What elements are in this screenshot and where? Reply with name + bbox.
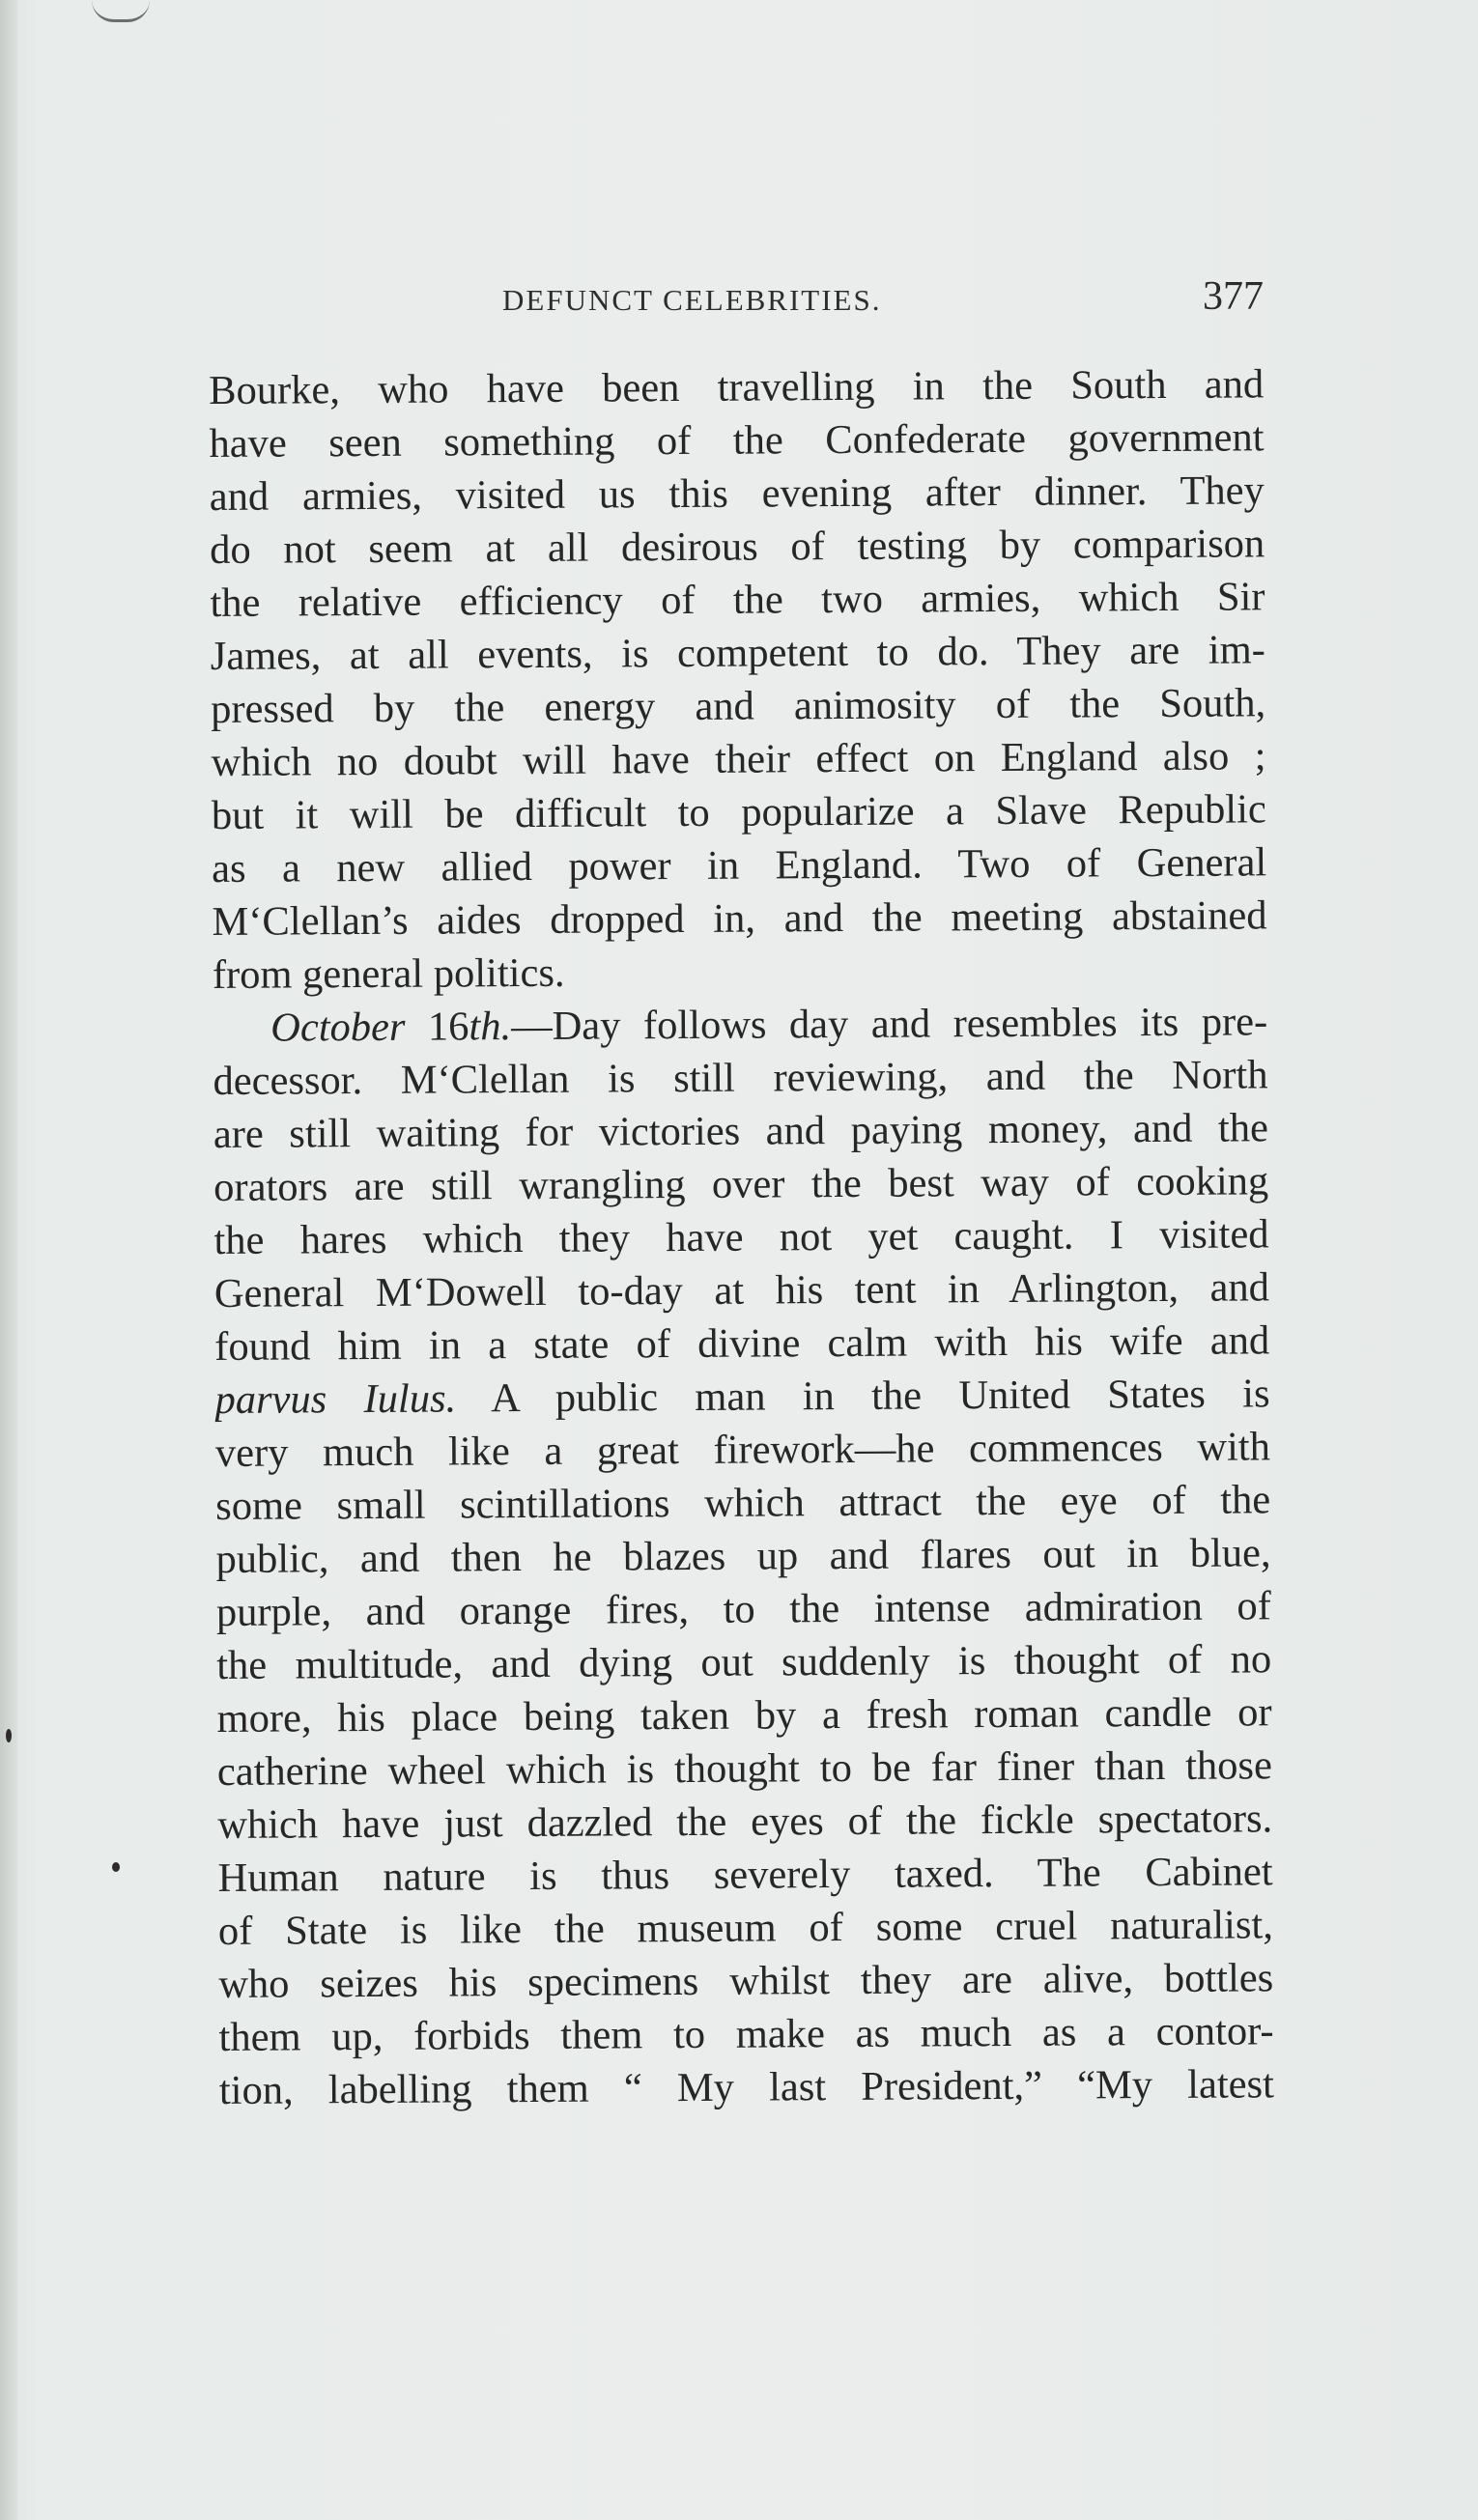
text-line: them up, forbids them to make as much as a contor-	[218, 2008, 1274, 2060]
text-line: purple, and orange fires, to the intense admiration of	[215, 1583, 1272, 1635]
text-line: from general politics.	[212, 949, 565, 998]
text-line: which no doubt will have their effect on England also ;	[211, 733, 1266, 785]
text-line: orators are still wrangling over the best way of cooking	[213, 1158, 1269, 1210]
date-day-number: 16th.	[427, 1004, 512, 1050]
text-line: Bourke, who have been travelling in the South and	[209, 361, 1265, 413]
text-line: and armies, visited us this evening after dinner. They	[209, 467, 1265, 520]
text-line: pressed by the energy and animosity of the South,	[211, 680, 1266, 732]
text-line: but it will be difficult to popularize a Slave Republic	[211, 786, 1266, 838]
text-line: Human nature is thus severely taxed. The Cabinet	[217, 1849, 1273, 1901]
date-month: October	[270, 1004, 406, 1051]
page-number: 377	[1203, 274, 1264, 319]
text-line: tion, labelling them “ My last President,” “My latest	[218, 2061, 1275, 2113]
text-line: which have just dazzled the eyes of the fickle spectators.	[217, 1796, 1273, 1848]
text-line: as a new allied power in England. Two of General	[212, 839, 1267, 892]
text-line: do not seem at all desirous of testing by comparison	[210, 521, 1265, 573]
date-line-rest: —Day follows day and resembles its pre-	[511, 999, 1268, 1050]
text-line: public, and then he blazes up and flares out in blue,	[215, 1530, 1271, 1582]
text-line: who seizes his specimens whilst they are alive, bottles	[218, 1955, 1274, 2007]
text-line: the multitude, and dying out suddenly is thought of no	[216, 1636, 1272, 1688]
text-line: more, his place being taken by a fresh roman candle or	[216, 1689, 1272, 1741]
text-line: catherine wheel which is thought to be far finer than those	[216, 1742, 1273, 1795]
body-text	[209, 357, 1274, 2117]
ink-speck	[6, 1729, 12, 1742]
ink-speck	[112, 1862, 120, 1872]
text-line: the relative efficiency of the two armies, which Sir	[210, 574, 1265, 626]
text-line: found him in a state of divine calm with his wife and	[214, 1317, 1270, 1370]
text-line: James, at all events, is competent to do. They are im-	[210, 627, 1265, 679]
text-line: M‘Clellan’s aides dropped in, and the meeting abstained	[212, 892, 1267, 945]
italic-phrase: parvus Iulus.	[214, 1375, 457, 1423]
text-line-dated	[213, 995, 1267, 1055]
text-after-italic: A public man in the United States is	[456, 1371, 1270, 1422]
running-title: DEFUNCT CELEBRITIES.	[502, 283, 882, 317]
text-line-italic	[214, 1367, 1269, 1427]
page-header	[211, 273, 1264, 331]
text-line: the hares which they have not yet caught. I visited	[213, 1211, 1269, 1263]
text-line: have seen something of the Confederate government	[209, 414, 1265, 467]
page-gutter-edge	[0, 0, 17, 2520]
text-line: very much like a great firework—he commences with	[214, 1424, 1271, 1476]
text-line: decessor. M‘Clellan is still reviewing, and the North	[213, 1052, 1268, 1104]
text-line: of State is like the museum of some cruel naturalist,	[217, 1902, 1274, 1954]
corner-ink-mark	[92, 0, 150, 22]
text-line: some small scintillations which attract the eye of the	[215, 1477, 1271, 1529]
text-line: General M‘Dowell to-day at his tent in Arlington, and	[213, 1264, 1270, 1317]
text-line: are still waiting for victories and paying money, and the	[213, 1105, 1268, 1157]
